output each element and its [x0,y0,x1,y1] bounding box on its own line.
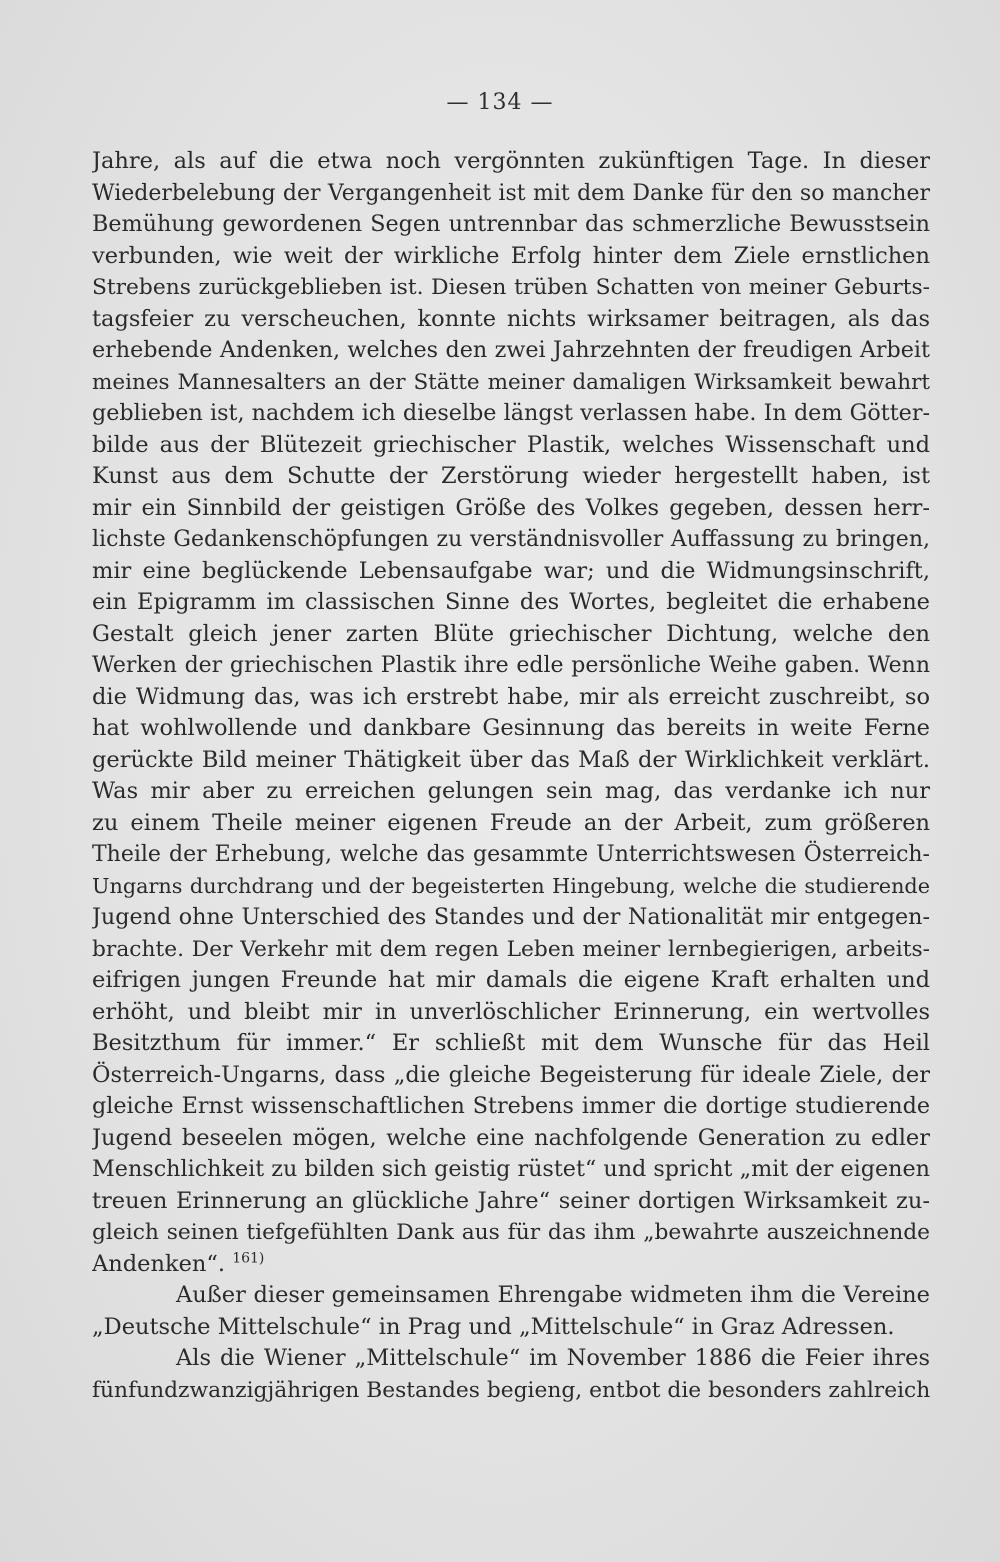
text-line-andenken [92,1249,930,1281]
text-line: verbunden, wie weit der wirkliche Erfolg hinter dem Ziele ernstlichen [92,242,930,269]
text-line: ein Epigramm im classischen Sinne des Wortes, begleitet die erhabene [92,589,930,615]
text-line: lichste Gedankenschöpfungen zu verständnisvoller Auffassung zu bringen, [92,527,930,552]
text-line: Jahre, als auf die etwa noch vergönnten zukünftigen Tage. In dieser [92,148,930,174]
text-line: brachte. Der Verkehr mit dem regen Leben meiner lernbegierigen, arbeits- [92,936,930,962]
text-line: Was mir aber zu erreichen gelungen sein mag, das verdanke ich nur [92,778,930,804]
text-line: Bemühung gewordenen Segen untrennbar das schmerzliche Bewusstsein [92,211,930,237]
text-line: tagsfeier zu verscheuchen, konnte nichts wirksamer beitragen, als das [92,305,930,332]
text-line: gerückte Bild meiner Thätigkeit über das Maß der Wirklichkeit verklärt. [92,746,930,773]
text-line: fünfundzwanzigjährigen Bestandes begieng, entbot die besonders zahlreich [92,1377,930,1403]
text-line: Ungarns durchdrang und der begeisterten Hingebung, welche die studierende [92,873,930,898]
text-line: die Widmung das, was ich erstrebt habe, mir als erreicht zuschreibt, so [92,683,930,710]
page-number: — 134 — [446,90,554,115]
text-line: Menschlichkeit zu bilden sich geistig rüstet“ und spricht „mit der eigenen [92,1156,930,1182]
text-line: Als die Wiener „Mittelschule“ im November 1886 die Feier ihres [176,1345,930,1371]
text-line: Theile der Erhebung, welche das gesammte Unterrichtswesen Österreich- [92,842,930,867]
text-line: erhebende Andenken, welches den zwei Jahrzehnten der freudigen Arbeit [92,337,930,363]
text-line: Strebens zurückgeblieben ist. Diesen trüben Schatten von meiner Geburts- [92,275,930,300]
footnote-marker: 161) [232,1250,265,1266]
text-line: Österreich-Ungarns, dass „die gleiche Begeisterung für ideale Ziele, der [92,1061,930,1088]
text-line: Kunst aus dem Schutte der Zerstörung wieder hergestellt haben, ist [92,463,930,489]
text-line: mir eine beglückende Lebensaufgabe war; und die Widmungsinschrift, [92,557,930,584]
text-line: Besitzthum für immer.“ Er schließt mit dem Wunsche für das Heil [92,1030,930,1056]
text-line: eifrigen jungen Freunde hat mir damals die eigene Kraft erhalten und [92,967,930,993]
text-line: Gestalt gleich jener zarten Blüte griechischer Dichtung, welche den [92,620,930,647]
text-line: Wiederbelebung der Vergangenheit ist mit dem Danke für den so mancher [92,180,930,206]
text-line: Jugend beseelen mögen, welche eine nachfolgende Generation zu edler [92,1124,930,1151]
andenken-text: Andenken“. [92,1250,226,1277]
text-line: erhöht, und bleibt mir in unverlöschlicher Erinnerung, ein wertvolles [92,998,930,1025]
text-line: bilde aus der Blütezeit griechischer Plastik, welches Wissenschaft und [92,431,930,458]
text-line: „Deutsche Mittelschule“ in Prag und „Mittelschule“ in Graz Adressen. [92,1313,895,1340]
text-line: zu einem Theile meiner eigenen Freude an der Arbeit, zum größeren [92,809,930,836]
text-line: Werken der griechischen Plastik ihre edle persönliche Weihe gaben. Wenn [92,653,930,678]
text-line: gleich seinen tiefgefühlten Dank aus für das ihm „bewahrte auszeichnende [92,1220,930,1245]
body-text [92,146,930,1406]
text-line: hat wohlwollende und dankbare Gesinnung das bereits in weite Ferne [92,715,930,741]
text-line: geblieben ist, nachdem ich dieselbe längst verlassen habe. In dem Götter- [92,400,930,426]
text-line: Außer dieser gemeinsamen Ehrengabe widmeten ihm die Vereine [176,1282,930,1308]
text-line: mir ein Sinnbild der geistigen Größe des Volkes gegeben, dessen herr- [92,494,930,521]
text-line: treuen Erinnerung an glückliche Jahre“ seiner dortigen Wirksamkeit zu- [92,1187,930,1214]
text-line: gleiche Ernst wissenschaftlichen Strebens immer die dortige studierende [92,1093,930,1119]
text-line: meines Mannesalters an der Stätte meiner damaligen Wirksamkeit bewahrt [92,369,930,395]
text-line: Jugend ohne Unterschied des Standes und der Nationalität mir entgegen- [92,904,930,930]
